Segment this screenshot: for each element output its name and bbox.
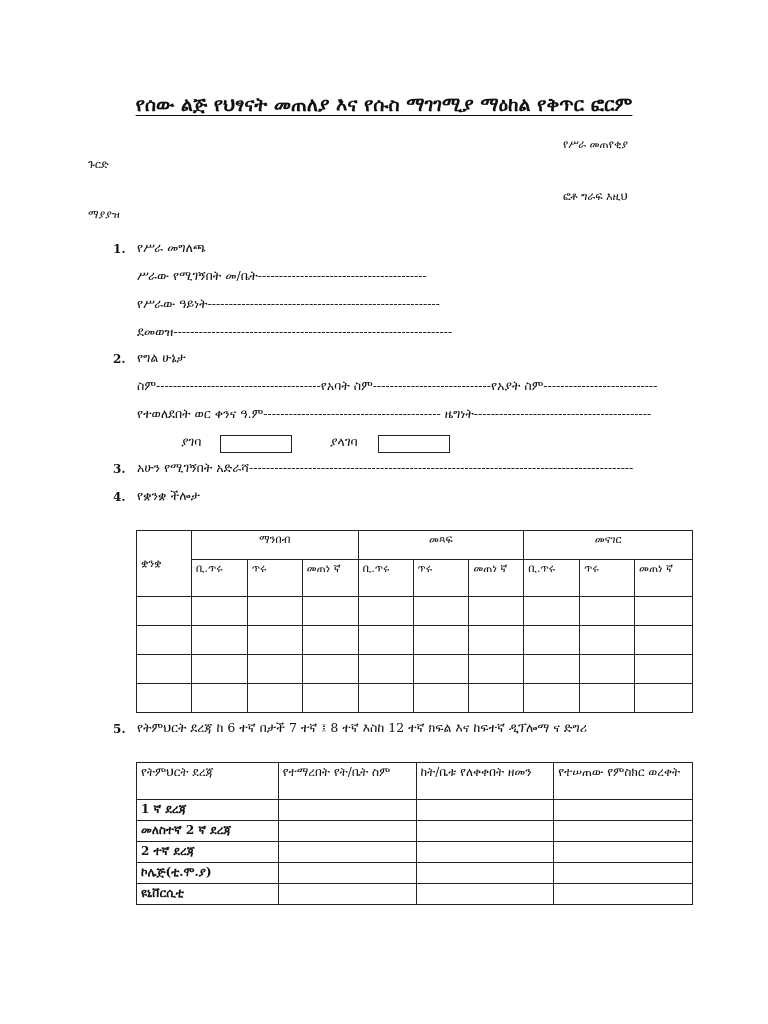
table-cell[interactable] bbox=[278, 842, 416, 863]
table-cell[interactable] bbox=[137, 626, 192, 655]
photo-note-line4: ማያያዝ bbox=[88, 208, 120, 221]
table-cell[interactable] bbox=[191, 655, 247, 684]
table-cell[interactable] bbox=[278, 821, 416, 842]
section-4-number: 4. bbox=[113, 490, 126, 504]
table-cell[interactable] bbox=[524, 684, 580, 713]
photo-note-line3: ፎቶ ግራፍ እዚህ bbox=[563, 190, 628, 203]
table-cell[interactable] bbox=[413, 684, 469, 713]
table-cell[interactable] bbox=[358, 655, 413, 684]
table-cell[interactable] bbox=[137, 597, 192, 626]
table-cell[interactable] bbox=[302, 597, 358, 626]
leaving-year-header: ከት/ቤቱ የለቀቀበት ዘመን bbox=[416, 763, 554, 800]
section-5-number: 5. bbox=[113, 722, 126, 736]
language-skills-table bbox=[136, 530, 693, 713]
table-cell[interactable] bbox=[524, 655, 580, 684]
speaking-group-header: መናገር bbox=[524, 531, 693, 560]
photo-note-line1: የሥራ መጠየቂያ bbox=[563, 138, 629, 151]
table-cell[interactable] bbox=[413, 597, 469, 626]
table-cell[interactable] bbox=[416, 800, 554, 821]
table-cell[interactable] bbox=[358, 626, 413, 655]
table-cell[interactable] bbox=[358, 597, 413, 626]
table-cell[interactable] bbox=[413, 655, 469, 684]
table-cell[interactable] bbox=[416, 821, 554, 842]
table-cell[interactable] bbox=[302, 655, 358, 684]
workplace-field[interactable]: ሥራው የሚገኝበት መ/ቤት---------------------------------------- bbox=[137, 268, 427, 283]
table-cell[interactable] bbox=[469, 684, 524, 713]
table-cell[interactable] bbox=[635, 626, 693, 655]
table-cell[interactable] bbox=[416, 842, 554, 863]
table-row bbox=[137, 863, 693, 884]
table-cell[interactable] bbox=[524, 626, 580, 655]
reading-moderate-header: መጠነ ኛ bbox=[302, 560, 358, 597]
table-cell[interactable] bbox=[635, 597, 693, 626]
speaking-good-header: ጥሩ bbox=[580, 560, 635, 597]
form-title: የሰው ልጅ የህፃናት መጠለያ እና የሱስ ማገገሚያ ማዕከል የቅጥር ፎርም bbox=[135, 94, 633, 116]
section-2-number: 2. bbox=[113, 352, 126, 366]
reading-very-good-header: ቢ.ጥሩ bbox=[191, 560, 247, 597]
table-row bbox=[137, 655, 693, 684]
school-name-header: የተማረበት የት/ቤት ስም bbox=[278, 763, 416, 800]
table-cell[interactable] bbox=[554, 842, 693, 863]
unmarried-label: ያላገባ bbox=[330, 434, 358, 449]
table-cell[interactable] bbox=[358, 684, 413, 713]
table-cell[interactable] bbox=[580, 597, 635, 626]
table-cell[interactable] bbox=[247, 626, 302, 655]
table-cell[interactable] bbox=[554, 800, 693, 821]
salary-field[interactable]: ደመወዝ------------------------------------------------------------------ bbox=[137, 324, 453, 339]
writing-group-header: መጻፍ bbox=[358, 531, 524, 560]
married-checkbox[interactable] bbox=[220, 435, 292, 453]
education-row-label: ዩኒቨርሲቲ bbox=[137, 884, 279, 905]
reading-group-header: ማንበብ bbox=[191, 531, 358, 560]
table-row bbox=[137, 884, 693, 905]
current-address-field[interactable]: አሁን የሚገኝበት አድራሻ------------------------------------------------------------------------------------------- bbox=[137, 460, 634, 475]
section-1-number: 1. bbox=[113, 242, 126, 256]
birthdate-nationality-row[interactable]: የተወለደበት ወር ቀንና ዓ.ም------------------------------------------ ዜግነት------------------------------------------ bbox=[137, 406, 652, 421]
certificate-header: የተሠጠው የምስክር ወረቀት bbox=[554, 763, 693, 800]
table-row bbox=[137, 821, 693, 842]
table-cell[interactable] bbox=[554, 884, 693, 905]
name-fields-row[interactable]: ስም---------------------------------------የአባት ስም----------------------------የአያት ስም--------------------------- bbox=[137, 378, 658, 393]
table-cell[interactable] bbox=[247, 684, 302, 713]
table-cell[interactable] bbox=[524, 597, 580, 626]
table-row bbox=[137, 684, 693, 713]
education-row-label: 2 ተኛ ደረጃ bbox=[137, 842, 279, 863]
table-cell[interactable] bbox=[247, 597, 302, 626]
education-level-header: የትምህርት ደረጃ bbox=[137, 763, 279, 800]
table-cell[interactable] bbox=[580, 626, 635, 655]
section-4-title: የቋንቋ ችሎታ bbox=[137, 488, 200, 503]
table-cell[interactable] bbox=[278, 863, 416, 884]
table-cell[interactable] bbox=[416, 884, 554, 905]
writing-good-header: ጥሩ bbox=[413, 560, 469, 597]
table-cell[interactable] bbox=[554, 863, 693, 884]
table-cell[interactable] bbox=[278, 800, 416, 821]
table-cell[interactable] bbox=[247, 655, 302, 684]
table-cell[interactable] bbox=[302, 684, 358, 713]
language-column-header: ቋንቋ bbox=[137, 531, 192, 597]
speaking-very-good-header: ቢ.ጥሩ bbox=[524, 560, 580, 597]
table-cell[interactable] bbox=[635, 684, 693, 713]
table-row bbox=[137, 597, 693, 626]
section-1-title: የሥራ መግለጫ bbox=[137, 240, 206, 255]
table-cell[interactable] bbox=[416, 863, 554, 884]
table-cell[interactable] bbox=[469, 655, 524, 684]
education-table bbox=[136, 762, 693, 905]
education-row-label: 1 ኛ ደረጃ bbox=[137, 800, 279, 821]
table-cell[interactable] bbox=[580, 684, 635, 713]
table-row bbox=[137, 842, 693, 863]
table-cell[interactable] bbox=[413, 626, 469, 655]
table-cell[interactable] bbox=[469, 626, 524, 655]
education-row-label: መለስተኛ 2 ኛ ደረጃ bbox=[137, 821, 279, 842]
table-cell[interactable] bbox=[635, 655, 693, 684]
table-cell[interactable] bbox=[191, 597, 247, 626]
education-row-label: ኮሌጅ(ቲ.ሞ.ያ) bbox=[137, 863, 279, 884]
reading-good-header: ጥሩ bbox=[247, 560, 302, 597]
table-cell[interactable] bbox=[302, 626, 358, 655]
table-cell[interactable] bbox=[580, 655, 635, 684]
section-5-title: የትምህርት ደረጃ ከ 6 ተኛ በታች 7 ተኛ ፤ 8 ተኛ እስከ 12 ተኛ ክፍል እና ከፍተኛ ዲፕሎማ ና ድግሪ bbox=[137, 720, 588, 735]
speaking-moderate-header: መጠነ ኛ bbox=[635, 560, 693, 597]
job-type-field[interactable]: የሥራው ዓይነት------------------------------------------------------- bbox=[137, 296, 440, 311]
table-cell[interactable] bbox=[469, 597, 524, 626]
table-cell[interactable] bbox=[191, 684, 247, 713]
table-cell[interactable] bbox=[278, 884, 416, 905]
table-cell[interactable] bbox=[137, 655, 192, 684]
table-row bbox=[137, 626, 693, 655]
writing-moderate-header: መጠነ ኛ bbox=[469, 560, 524, 597]
table-cell[interactable] bbox=[137, 684, 192, 713]
section-2-title: የግል ሁኔታ bbox=[137, 350, 186, 365]
writing-very-good-header: ቢ.ጥሩ bbox=[358, 560, 413, 597]
section-3-number: 3. bbox=[113, 462, 126, 476]
photo-note-line2: ጉርድ bbox=[88, 158, 109, 171]
table-row bbox=[137, 800, 693, 821]
table-cell[interactable] bbox=[554, 821, 693, 842]
table-cell[interactable] bbox=[191, 626, 247, 655]
married-label: ያገባ bbox=[181, 434, 202, 449]
unmarried-checkbox[interactable] bbox=[378, 435, 450, 453]
